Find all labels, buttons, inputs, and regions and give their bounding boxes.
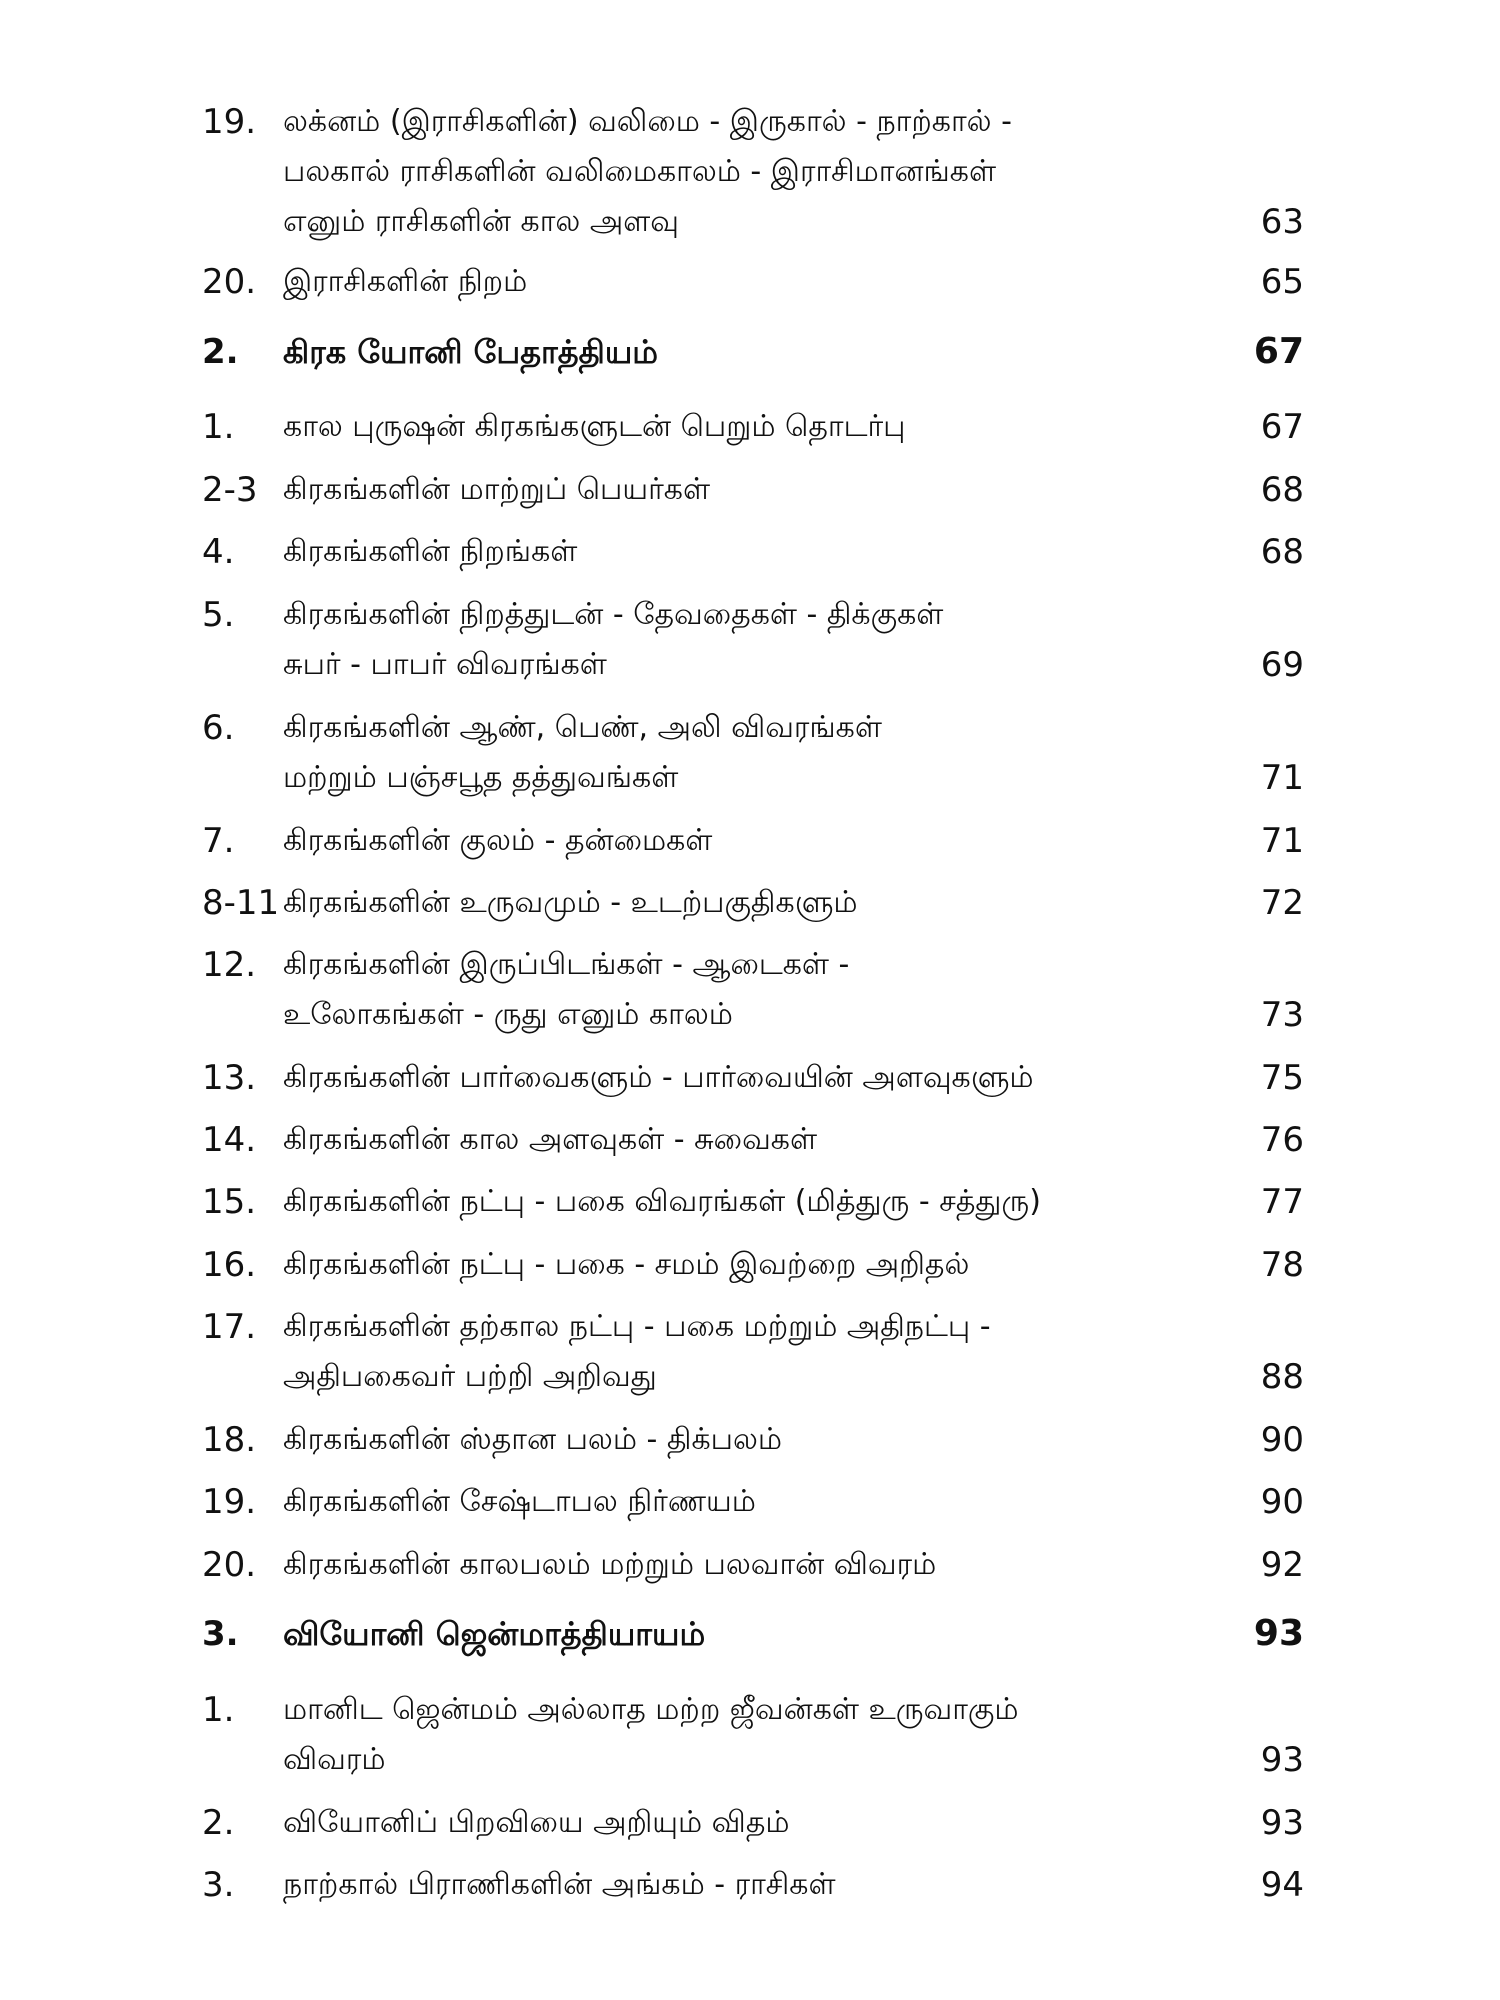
toc-entry bbox=[0, 1302, 1500, 1402]
entry-title bbox=[283, 1798, 1243, 1848]
entry-title-line: கிரகங்களின் காலபலம் மற்றும் பலவான் விவரம் bbox=[283, 1547, 937, 1582]
entry-title-line: கிரக யோனி பேதாத்தியம் bbox=[283, 333, 658, 371]
entry-title-line: மானிட ஜென்மம் அல்லாத மற்ற ஜீவன்கள் உருவாகும் bbox=[283, 1692, 1019, 1727]
entry-number: 2. bbox=[202, 332, 239, 372]
entry-title bbox=[283, 257, 1243, 307]
toc-entry bbox=[0, 816, 1500, 866]
toc-entry bbox=[0, 1860, 1500, 1910]
entry-title bbox=[283, 1177, 1243, 1227]
page-number: 65 bbox=[1260, 262, 1304, 302]
chapter-heading bbox=[0, 327, 1500, 377]
page-number: 71 bbox=[1260, 758, 1304, 798]
toc-entry bbox=[0, 1240, 1500, 1290]
toc-entry bbox=[0, 402, 1500, 452]
entry-title bbox=[283, 878, 1243, 928]
entry-number: 13. bbox=[202, 1058, 257, 1098]
entry-number: 19. bbox=[202, 102, 257, 142]
page-number: 88 bbox=[1260, 1357, 1304, 1397]
toc-entry bbox=[0, 1685, 1500, 1785]
entry-number: 2. bbox=[202, 1803, 235, 1843]
entry-title bbox=[283, 703, 1243, 803]
entry-title bbox=[283, 1115, 1243, 1165]
entry-title-line: கிரகங்களின் ஆண், பெண், அலி விவரங்கள் bbox=[283, 710, 882, 745]
entry-title-line: கிரகங்களின் நிறத்துடன் - தேவதைகள் - திக்குகள் bbox=[283, 597, 944, 632]
page-number: 75 bbox=[1260, 1058, 1304, 1098]
entry-title bbox=[283, 1685, 1243, 1785]
entry-title bbox=[283, 1609, 1243, 1659]
entry-number: 3. bbox=[202, 1865, 235, 1905]
entry-number: 15. bbox=[202, 1182, 257, 1222]
entry-title-line: அதிபகைவர் பற்றி அறிவது bbox=[283, 1359, 657, 1394]
entry-title-line: கிரகங்களின் இருப்பிடங்கள் - ஆடைகள் - bbox=[283, 947, 850, 982]
entry-title-line: கிரகங்களின் சேஷ்டாபல நிர்ணயம் bbox=[283, 1484, 756, 1519]
entry-title-line: பலகால் ராசிகளின் வலிமைகாலம் - இராசிமானங்கள் bbox=[283, 154, 997, 189]
toc-entry bbox=[0, 703, 1500, 803]
entry-number: 20. bbox=[202, 262, 257, 302]
entry-title-line: லக்னம் (இராசிகளின்) வலிமை - இருகால் - நாற்கால் - bbox=[283, 104, 1012, 139]
toc-entry bbox=[0, 1177, 1500, 1227]
toc-entry bbox=[0, 590, 1500, 690]
page-number: 67 bbox=[1260, 407, 1304, 447]
page-number: 63 bbox=[1260, 202, 1304, 242]
entry-title bbox=[283, 590, 1243, 690]
toc-entry bbox=[0, 527, 1500, 577]
entry-title-line: கிரகங்களின் தற்கால நட்பு - பகை மற்றும் அதிநட்பு - bbox=[283, 1309, 991, 1344]
entry-number: 1. bbox=[202, 407, 235, 447]
entry-title-line: விவரம் bbox=[283, 1742, 386, 1777]
entry-number: 5. bbox=[202, 595, 235, 635]
entry-number: 2-3 bbox=[202, 470, 258, 510]
entry-number: 6. bbox=[202, 708, 235, 748]
page-number: 68 bbox=[1260, 532, 1304, 572]
entry-title-line: இராசிகளின் நிறம் bbox=[283, 264, 528, 299]
toc-entry bbox=[0, 1798, 1500, 1848]
page-number: 72 bbox=[1260, 883, 1304, 923]
entry-number: 7. bbox=[202, 821, 235, 861]
entry-number: 1. bbox=[202, 1690, 235, 1730]
entry-title bbox=[283, 816, 1243, 866]
entry-title-line: வியோனிப் பிறவியை அறியும் விதம் bbox=[283, 1805, 790, 1840]
entry-title bbox=[283, 1302, 1243, 1402]
toc-entry bbox=[0, 878, 1500, 928]
entry-title-line: கால புருஷன் கிரகங்களுடன் பெறும் தொடர்பு bbox=[283, 409, 906, 444]
entry-number: 18. bbox=[202, 1420, 257, 1460]
entry-title bbox=[283, 1540, 1243, 1590]
entry-title-line: கிரகங்களின் பார்வைகளும் - பார்வையின் அளவுகளும் bbox=[283, 1060, 1034, 1095]
entry-number: 3. bbox=[202, 1614, 239, 1654]
entry-title bbox=[283, 940, 1243, 1040]
page-number: 93 bbox=[1260, 1740, 1304, 1780]
page-number: 68 bbox=[1260, 470, 1304, 510]
entry-number: 17. bbox=[202, 1307, 257, 1347]
page-number: 92 bbox=[1260, 1545, 1304, 1585]
page-number: 93 bbox=[1253, 1613, 1304, 1654]
entry-title bbox=[283, 1477, 1243, 1527]
toc-entry bbox=[0, 1115, 1500, 1165]
entry-number: 19. bbox=[202, 1482, 257, 1522]
entry-title-line: கிரகங்களின் குலம் - தன்மைகள் bbox=[283, 823, 713, 858]
toc-entry bbox=[0, 1540, 1500, 1590]
entry-title-line: கிரகங்களின் உருவமும் - உடற்பகுதிகளும் bbox=[283, 885, 858, 920]
entry-title-line: மற்றும் பஞ்சபூத தத்துவங்கள் bbox=[283, 760, 679, 795]
entry-title-line: கிரகங்களின் ஸ்தான பலம் - திக்பலம் bbox=[283, 1422, 782, 1457]
page-number: 90 bbox=[1260, 1482, 1304, 1522]
entry-title bbox=[283, 97, 1243, 247]
entry-title bbox=[283, 1415, 1243, 1465]
toc-entry bbox=[0, 940, 1500, 1040]
page-number: 73 bbox=[1260, 995, 1304, 1035]
page-number: 71 bbox=[1260, 821, 1304, 861]
entry-number: 12. bbox=[202, 945, 257, 985]
entry-title bbox=[283, 1240, 1243, 1290]
entry-title-line: கிரகங்களின் நட்பு - பகை விவரங்கள் (மித்துரு - சத்துரு) bbox=[283, 1184, 1041, 1219]
entry-title bbox=[283, 402, 1243, 452]
page-number: 69 bbox=[1260, 645, 1304, 685]
toc-entry bbox=[0, 1415, 1500, 1465]
entry-title-line: கிரகங்களின் கால அளவுகள் - சுவைகள் bbox=[283, 1122, 818, 1157]
entry-title-line: கிரகங்களின் மாற்றுப் பெயர்கள் bbox=[283, 472, 711, 507]
page-number: 90 bbox=[1260, 1420, 1304, 1460]
entry-number: 4. bbox=[202, 532, 235, 572]
entry-title-line: உலோகங்கள் - ருது எனும் காலம் bbox=[283, 997, 733, 1032]
entry-title bbox=[283, 1860, 1243, 1910]
entry-title bbox=[283, 327, 1243, 377]
entry-title bbox=[283, 1053, 1243, 1103]
toc-entry bbox=[0, 1053, 1500, 1103]
entry-title-line: சுபர் - பாபர் விவரங்கள் bbox=[283, 647, 607, 682]
page-number: 93 bbox=[1260, 1803, 1304, 1843]
page-number: 77 bbox=[1260, 1182, 1304, 1222]
toc-entry bbox=[0, 97, 1500, 247]
toc-entry bbox=[0, 1477, 1500, 1527]
page-number: 78 bbox=[1260, 1245, 1304, 1285]
page-number: 76 bbox=[1260, 1120, 1304, 1160]
entry-title-line: கிரகங்களின் நிறங்கள் bbox=[283, 534, 578, 569]
entry-title-line: நாற்கால் பிராணிகளின் அங்கம் - ராசிகள் bbox=[283, 1867, 836, 1902]
page-number: 94 bbox=[1260, 1865, 1304, 1905]
entry-title bbox=[283, 465, 1243, 515]
toc-entry bbox=[0, 257, 1500, 307]
entry-title-line: வியோனி ஜென்மாத்தியாயம் bbox=[283, 1615, 706, 1653]
entry-number: 20. bbox=[202, 1545, 257, 1585]
entry-title-line: எனும் ராசிகளின் கால அளவு bbox=[283, 204, 679, 239]
entry-number: 16. bbox=[202, 1245, 257, 1285]
entry-title bbox=[283, 527, 1243, 577]
entry-number: 14. bbox=[202, 1120, 257, 1160]
entry-title-line: கிரகங்களின் நட்பு - பகை - சமம் இவற்றை அறிதல் bbox=[283, 1247, 970, 1282]
toc-entry bbox=[0, 465, 1500, 515]
chapter-heading bbox=[0, 1609, 1500, 1659]
page-number: 67 bbox=[1253, 331, 1304, 372]
entry-number: 8-11 bbox=[202, 883, 280, 923]
